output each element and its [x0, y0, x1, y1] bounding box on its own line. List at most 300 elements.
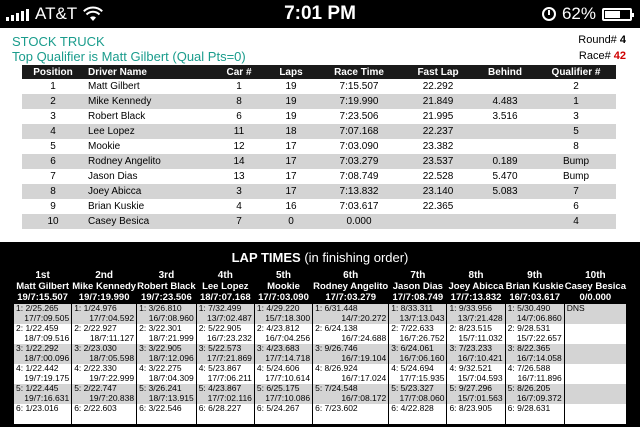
cell-laps: 17 [266, 154, 316, 169]
cell-fast-lap: 23.140 [402, 184, 474, 199]
race-number [579, 50, 626, 62]
lap-times-subtitle: (in finishing order) [304, 250, 409, 265]
lap-time: 1: 2/25.265 [16, 303, 59, 313]
lap-time: 3: 9/26.746 [315, 343, 358, 353]
lap-cell [197, 304, 254, 324]
lap-column-header [255, 268, 312, 304]
cell-qualifier: 4 [536, 214, 616, 229]
lap-cell [506, 324, 564, 344]
lap-time: 3: 6/24.061 [391, 343, 434, 353]
lap-time: 6: 6/28.227 [198, 403, 242, 413]
lap-time: 6: 9/28.631 [507, 403, 551, 413]
lap-cumulative: 17/7:14.718 [265, 352, 311, 363]
cell-fast-lap: 23.382 [402, 139, 474, 154]
lap-cell [72, 364, 136, 384]
lap-cell [313, 384, 388, 404]
cell-qualifier: 7 [536, 184, 616, 199]
lap-time: 4: 9/32.521 [449, 363, 492, 373]
lap-cell [389, 364, 446, 384]
lap-time: 4: 7/26.588 [507, 363, 551, 373]
lap-column-header [506, 268, 564, 304]
cell-behind [474, 79, 536, 94]
lap-cells [313, 304, 388, 424]
lap-cumulative: 16/7:11.896 [517, 372, 562, 383]
cell-position: 1 [22, 79, 84, 94]
lap-time: 5: 3/26.241 [139, 383, 182, 393]
lap-cumulative: 16/7:09.372 [516, 392, 562, 403]
lap-header-pos: 7th [410, 270, 426, 281]
lap-cumulative: 16/7:04.256 [265, 332, 311, 343]
lap-cells [389, 304, 446, 424]
cell-fast-lap: 23.537 [402, 154, 474, 169]
lap-header-pos: 6th [343, 270, 359, 281]
cell-position: 9 [22, 199, 84, 214]
lap-column-header [565, 268, 626, 304]
cell-laps: 17 [266, 169, 316, 184]
results-body [22, 79, 616, 229]
round-value: 4 [619, 34, 626, 46]
lap-time: 2: 3/22.301 [139, 323, 182, 333]
cell-qualifier: 5 [536, 124, 616, 139]
lap-time: 4: 5/23.867 [198, 363, 242, 373]
cell-laps: 19 [266, 94, 316, 109]
lap-cumulative: 16/7:17.024 [341, 372, 387, 383]
lap-cell [255, 304, 312, 324]
cell-car-number: 12 [212, 139, 266, 154]
lap-cell [255, 324, 312, 344]
class-title: STOCK TRUCK [12, 34, 105, 49]
lap-header-pos: 4th [217, 270, 233, 281]
lap-column [506, 268, 564, 427]
lap-column [197, 268, 254, 427]
lap-cell [255, 344, 312, 364]
cell-fast-lap: 21.995 [402, 109, 474, 124]
lap-cell [447, 304, 504, 324]
cell-behind: 5.083 [474, 184, 536, 199]
lap-time: DNS [566, 303, 585, 313]
lap-cells [72, 304, 136, 424]
lap-cell [137, 304, 196, 324]
lap-column-header [197, 268, 254, 304]
cell-fast-lap: 21.849 [402, 94, 474, 109]
lap-cell [137, 404, 196, 424]
lap-time: 1: 1/24.976 [74, 303, 117, 313]
lap-time: 5: 2/22.747 [74, 383, 117, 393]
cell-race-time: 7:23.506 [316, 109, 402, 124]
cell-laps: 0 [266, 214, 316, 229]
lap-column [137, 268, 196, 427]
lap-cell [447, 404, 504, 424]
cell-race-time: 7:19.990 [316, 94, 402, 109]
cell-fast-lap: 22.292 [402, 79, 474, 94]
col-car-number: Car # [212, 65, 266, 79]
cell-race-time: 7:08.749 [316, 169, 402, 184]
cell-behind [474, 139, 536, 154]
lap-header-total: 19/7:23.506 [141, 292, 192, 303]
cell-car-number: 1 [212, 79, 266, 94]
cell-fast-lap: 22.365 [402, 199, 474, 214]
cell-position: 4 [22, 124, 84, 139]
status-bar [0, 0, 640, 28]
col-qualifier: Qualifier # [536, 65, 616, 79]
lap-cumulative: 18/7:04.309 [148, 372, 194, 383]
lap-cell [565, 324, 626, 344]
lap-header-total: 0/0.000 [579, 292, 612, 303]
lap-cell [72, 384, 136, 404]
lap-cell [137, 344, 196, 364]
cell-behind [474, 124, 536, 139]
lap-header-name: Mike Kennedy [72, 281, 137, 292]
lap-header-pos: 1st [35, 270, 50, 281]
lap-cell [313, 304, 388, 324]
lap-time: 1: 6/31.448 [315, 303, 358, 313]
lap-cell [137, 324, 196, 344]
lap-cell [197, 384, 254, 404]
battery-fill [605, 11, 620, 18]
lap-time: 5: 9/27.296 [449, 383, 492, 393]
lap-cell [14, 364, 71, 384]
lap-cell [506, 344, 564, 364]
lap-cumulative: 17/7:06.211 [207, 372, 252, 383]
lap-time: 6: 5/24.267 [256, 403, 300, 413]
cell-position: 2 [22, 94, 84, 109]
race-label: Race# [578, 50, 611, 62]
lap-header-total: 17/7:13.832 [450, 292, 502, 303]
lap-header-name: Matt Gilbert [16, 281, 69, 292]
lap-cumulative: 16/7:24.688 [341, 332, 387, 343]
lap-cumulative: 15/7:22.657 [516, 332, 562, 343]
lap-time: 5: 1/22.445 [16, 383, 59, 393]
lap-time: 3: 7/23.233 [449, 343, 492, 353]
cell-behind [474, 199, 536, 214]
results-row [22, 124, 616, 139]
cell-position: 7 [22, 169, 84, 184]
lap-cells [255, 304, 312, 424]
cell-position: 8 [22, 184, 84, 199]
lap-cell [14, 344, 71, 364]
lap-cell [565, 364, 626, 384]
results-row [22, 184, 616, 199]
lap-cell [565, 404, 626, 424]
lap-cumulative: 18/7:11.127 [89, 332, 135, 343]
lap-header-name: Jason Dias [392, 281, 443, 292]
lap-times-grid [14, 268, 626, 427]
lap-cumulative: 15/7:04.593 [457, 372, 503, 383]
lap-cumulative: 19/7:22.999 [89, 372, 135, 383]
lap-cell [255, 404, 312, 424]
lap-cumulative: 17/7:10.086 [265, 392, 311, 403]
lap-time: 3: 4/23.683 [256, 343, 300, 353]
lap-column [14, 268, 71, 427]
lap-time: 2: 2/22.927 [74, 323, 117, 333]
results-row [22, 94, 616, 109]
lap-header-name: Robert Black [137, 281, 196, 292]
lap-cell [14, 324, 71, 344]
lap-cell [14, 384, 71, 404]
cell-qualifier: 1 [536, 94, 616, 109]
cell-qualifier: 8 [536, 139, 616, 154]
cell-laps: 17 [266, 184, 316, 199]
lap-time: 5: 5/23.327 [391, 383, 434, 393]
lap-cell [72, 404, 136, 424]
col-position: Position [22, 65, 84, 79]
lap-time: 1: 5/30.490 [507, 303, 551, 313]
lap-cell [389, 384, 446, 404]
cell-race-time: 7:03.279 [316, 154, 402, 169]
lap-column [313, 268, 388, 427]
cell-qualifier: 6 [536, 199, 616, 214]
lap-time: 1: 3/26.810 [139, 303, 182, 313]
cell-race-time: 7:15.507 [316, 79, 402, 94]
lap-cell [565, 344, 626, 364]
cell-race-time: 7:07.168 [316, 124, 402, 139]
col-race-time: Race Time [316, 65, 402, 79]
lap-cell [197, 324, 254, 344]
cell-position: 10 [22, 214, 84, 229]
cell-behind [474, 214, 536, 229]
lap-time: 6: 8/23.905 [449, 403, 492, 413]
lap-header-name: Rodney Angelito [313, 281, 389, 292]
lap-header-pos: 10th [585, 270, 606, 281]
lap-header-total: 17/7:03.090 [258, 292, 309, 303]
lap-time: 3: 3/22.905 [139, 343, 182, 353]
lap-cell [389, 404, 446, 424]
lap-cumulative: 14/7:06.860 [516, 312, 562, 323]
lap-cell [137, 384, 196, 404]
cell-race-time: 7:03.090 [316, 139, 402, 154]
cell-car-number: 6 [212, 109, 266, 124]
lap-time: 2: 7/22.633 [391, 323, 434, 333]
race-results-panel [0, 28, 640, 242]
lap-header-total: 19/7:19.990 [78, 292, 130, 303]
lap-column [389, 268, 446, 427]
lap-cell [389, 324, 446, 344]
lap-cumulative: 17/7:15.935 [399, 372, 445, 383]
lap-cumulative: 15/7:11.032 [458, 332, 503, 343]
lap-cells [447, 304, 504, 424]
lap-cell [255, 384, 312, 404]
results-row [22, 154, 616, 169]
lap-cell [14, 304, 71, 324]
cell-behind: 0.189 [474, 154, 536, 169]
cell-car-number: 14 [212, 154, 266, 169]
cell-laps: 19 [266, 109, 316, 124]
lap-time: 3: 8/22.365 [507, 343, 551, 353]
lap-time: 4: 8/26.924 [315, 363, 358, 373]
lap-cumulative: 18/7:09.516 [24, 332, 70, 343]
lap-cumulative: 18/7:21.999 [148, 332, 194, 343]
lap-time: 4: 5/24.606 [256, 363, 300, 373]
lap-cumulative: 15/7:18.300 [265, 312, 311, 323]
lap-cell [447, 384, 504, 404]
lap-time: 3: 5/22.573 [198, 343, 242, 353]
lap-time: 5: 8/26.205 [507, 383, 551, 393]
lap-cell [313, 404, 388, 424]
lap-cumulative: 16/7:23.232 [207, 332, 252, 343]
lap-cumulative: 17/7:02.116 [207, 392, 252, 403]
lap-time: 1: 4/29.220 [256, 303, 300, 313]
lap-time: 2: 1/22.459 [16, 323, 59, 333]
lap-cumulative: 19/7:20.838 [89, 392, 135, 403]
lap-cell [313, 344, 388, 364]
cell-fast-lap: 22.528 [402, 169, 474, 184]
lap-header-name: Joey Abicca [448, 281, 504, 292]
lap-cumulative: 16/7:06.160 [399, 352, 445, 363]
cell-car-number: 8 [212, 94, 266, 109]
lap-cumulative: 19/7:19.175 [24, 372, 70, 383]
cell-race-time: 0.000 [316, 214, 402, 229]
lap-time: 4: 2/22.330 [74, 363, 117, 373]
lap-cumulative: 15/7:01.563 [457, 392, 503, 403]
lap-cell [313, 324, 388, 344]
round-number [578, 34, 626, 46]
lap-time: 1: 9/33.956 [449, 303, 492, 313]
lap-time: 2: 8/23.515 [449, 323, 492, 333]
lap-time: 4: 1/22.442 [16, 363, 59, 373]
lap-cumulative: 16/7:08.960 [148, 312, 194, 323]
cell-fast-lap [402, 214, 474, 229]
lap-cell [565, 304, 626, 324]
cell-car-number: 4 [212, 199, 266, 214]
lap-cumulative: 18/7:12.096 [148, 352, 194, 363]
results-row [22, 139, 616, 154]
lap-header-pos: 2nd [95, 270, 114, 281]
lap-column [255, 268, 312, 427]
lap-header-name: Brian Kuskie [505, 281, 564, 292]
lap-time: 6: 4/22.828 [391, 403, 434, 413]
lap-header-name: Casey Besica [564, 281, 626, 292]
col-driver-name: Driver Name [84, 65, 212, 79]
lap-cell [72, 324, 136, 344]
lap-times-title: LAP TIMES [231, 250, 301, 265]
lap-cumulative: 14/7:20.272 [341, 312, 387, 323]
lap-cell [197, 364, 254, 384]
lap-cell [447, 324, 504, 344]
lap-header-pos: 5th [276, 270, 291, 281]
lap-column [447, 268, 504, 427]
lap-cells [14, 304, 71, 424]
lap-cumulative: 16/7:08.172 [341, 392, 387, 403]
lap-time: 4: 3/22.275 [139, 363, 182, 373]
lap-time: 6: 1/23.016 [16, 403, 59, 413]
cell-driver-name: Lee Lopez [84, 124, 212, 139]
lap-column-header [389, 268, 446, 304]
lap-cells [197, 304, 254, 424]
results-row [22, 109, 616, 124]
lap-cumulative: 16/7:14.058 [516, 352, 562, 363]
lap-time: 6: 3/22.546 [139, 403, 182, 413]
status-right [542, 4, 632, 24]
cell-qualifier: 3 [536, 109, 616, 124]
lap-column-header [313, 268, 388, 304]
lap-cumulative: 13/7:21.428 [457, 312, 503, 323]
lap-time: 2: 5/22.905 [198, 323, 242, 333]
results-row [22, 199, 616, 214]
lap-cumulative: 16/7:26.752 [399, 332, 445, 343]
lap-cells [137, 304, 196, 424]
cell-driver-name: Joey Abicca [84, 184, 212, 199]
lap-cell [447, 364, 504, 384]
col-laps: Laps [266, 65, 316, 79]
lap-cell [506, 384, 564, 404]
cell-behind: 4.483 [474, 94, 536, 109]
battery-icon [602, 8, 632, 21]
top-qualifier-text: Top Qualifier is Matt Gilbert (Qual Pts=0) [12, 49, 246, 64]
lap-cumulative: 16/7:19.104 [341, 352, 387, 363]
lap-cell [447, 344, 504, 364]
lap-time: 6: 7/23.602 [315, 403, 358, 413]
lap-cell [313, 364, 388, 384]
lap-cell [506, 364, 564, 384]
cell-qualifier: Bump [536, 169, 616, 184]
lap-cumulative: 17/7:10.614 [265, 372, 311, 383]
results-row [22, 169, 616, 184]
lap-cumulative: 18/7:05.598 [89, 352, 135, 363]
cell-driver-name: Mike Kennedy [84, 94, 212, 109]
lap-header-total: 17/7:08.749 [392, 292, 444, 303]
cell-driver-name: Rodney Angelito [84, 154, 212, 169]
lap-times-header [14, 248, 626, 268]
lap-header-pos: 3rd [158, 270, 175, 281]
cell-laps: 16 [266, 199, 316, 214]
lap-cell [197, 344, 254, 364]
lap-cell [255, 364, 312, 384]
race-value: 42 [613, 50, 626, 62]
lap-cumulative: 17/7:09.505 [24, 312, 70, 323]
cell-qualifier: 2 [536, 79, 616, 94]
lap-header-pos: 8th [468, 270, 484, 281]
cell-car-number: 11 [212, 124, 266, 139]
lap-header-total: 17/7:03.279 [325, 292, 377, 303]
lap-time: 2: 6/24.138 [315, 323, 358, 333]
lap-column-header [447, 268, 504, 304]
lap-cell [565, 384, 626, 404]
results-header-row [22, 65, 616, 79]
lap-time: 5: 6/25.175 [256, 383, 300, 393]
lap-header-total: 18/7:07.168 [199, 292, 251, 303]
alarm-clock-icon [542, 7, 556, 21]
cell-qualifier: Bump [536, 154, 616, 169]
cell-driver-name: Mookie [84, 139, 212, 154]
cell-laps: 19 [266, 79, 316, 94]
round-label: Round# [578, 34, 617, 46]
cell-position: 3 [22, 109, 84, 124]
cell-behind: 3.516 [474, 109, 536, 124]
lap-cells [565, 304, 626, 424]
cell-fast-lap: 22.237 [402, 124, 474, 139]
lap-cell [197, 404, 254, 424]
lap-cumulative: 13/7:02.487 [207, 312, 252, 323]
cell-car-number: 13 [212, 169, 266, 184]
lap-time: 6: 2/22.603 [74, 403, 117, 413]
lap-time: 4: 5/24.694 [391, 363, 434, 373]
lap-cumulative: 19/7:16.631 [24, 392, 70, 403]
lap-cells [506, 304, 564, 424]
lap-header-pos: 9th [527, 270, 543, 281]
cell-driver-name: Casey Besica [84, 214, 212, 229]
lap-cell [506, 404, 564, 424]
cell-race-time: 7:13.832 [316, 184, 402, 199]
lap-time: 2: 4/23.812 [256, 323, 300, 333]
lap-time: 1: 8/33.311 [391, 303, 434, 313]
cell-race-time: 7:03.617 [316, 199, 402, 214]
cell-behind: 5.470 [474, 169, 536, 184]
lap-header-name: Lee Lopez [202, 281, 249, 292]
lap-header-name: Mookie [267, 281, 300, 292]
lap-cumulative: 16/7:10.421 [457, 352, 503, 363]
lap-column [72, 268, 136, 427]
lap-cumulative: 18/7:00.096 [24, 352, 70, 363]
